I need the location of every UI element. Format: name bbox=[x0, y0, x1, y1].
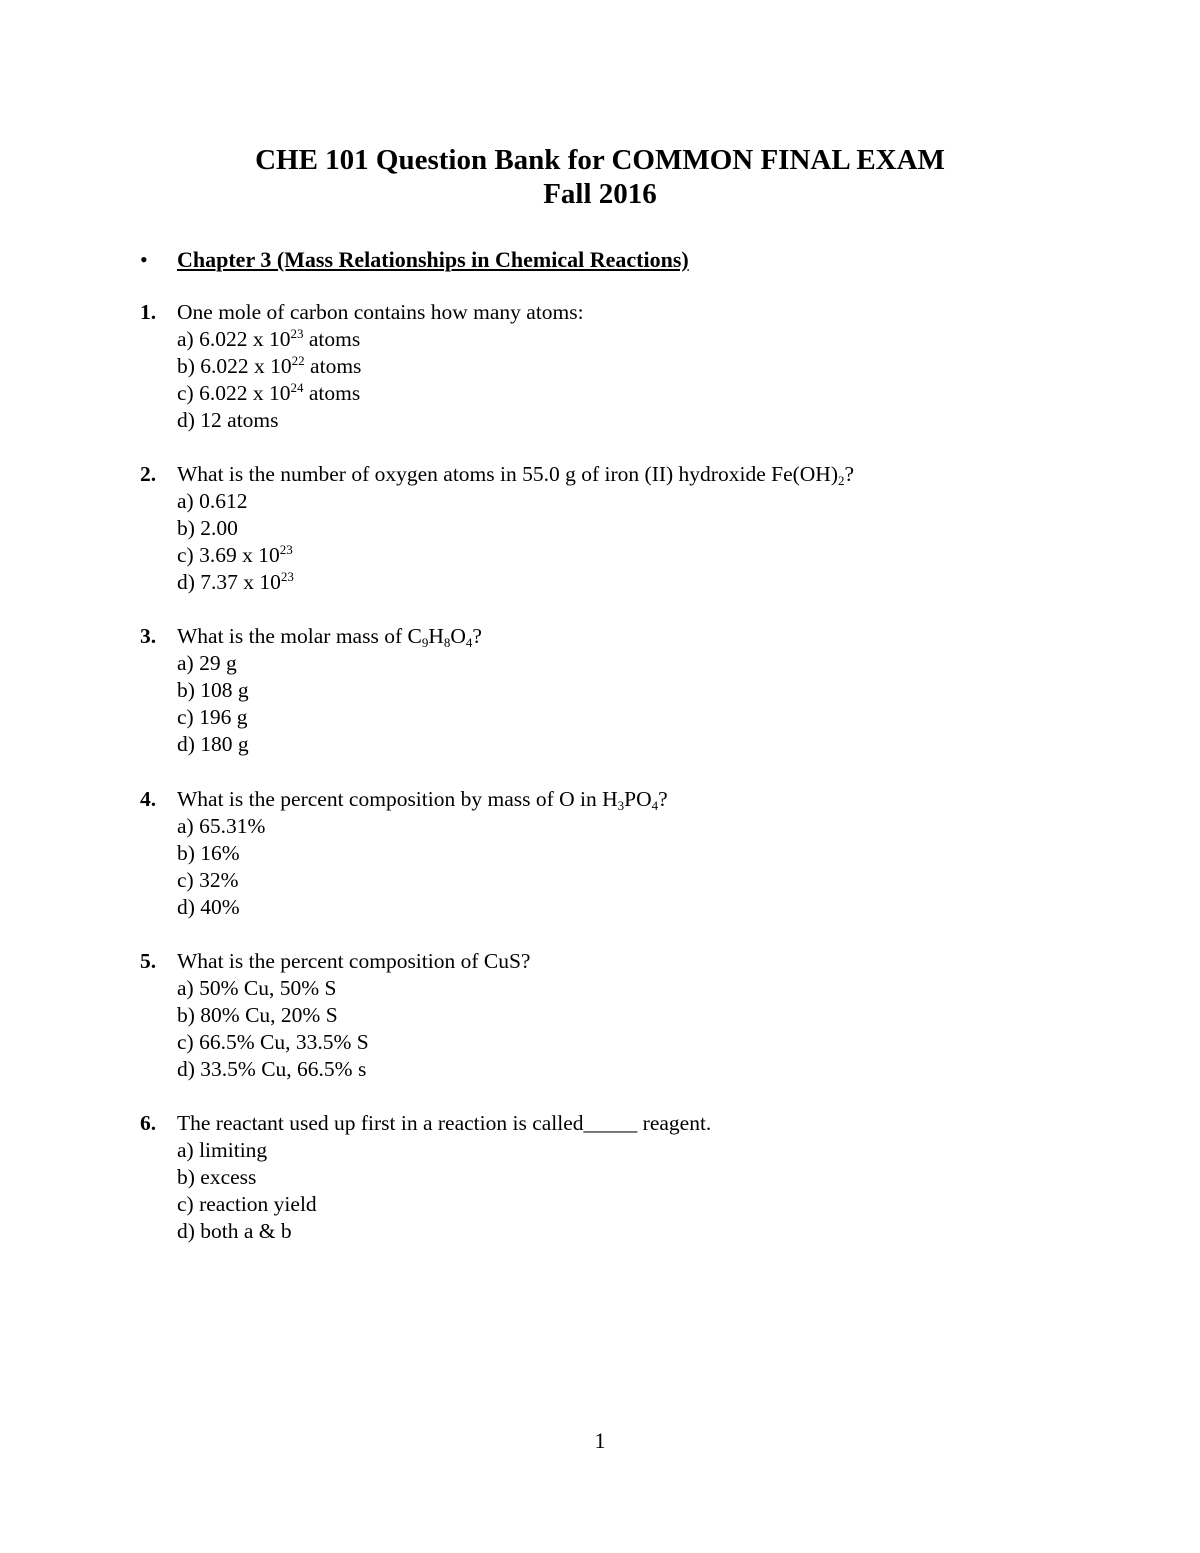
question-6 bbox=[140, 1110, 1140, 1245]
option-b: b) excess bbox=[177, 1165, 257, 1189]
option-a: a) 65.31% bbox=[177, 814, 266, 838]
question-number: 5. bbox=[140, 949, 157, 973]
option-b: b) 108 g bbox=[177, 678, 249, 702]
option-c: c) 32% bbox=[177, 868, 239, 892]
question-text: What is the percent composition of CuS? bbox=[177, 949, 531, 973]
option-c: c) 196 g bbox=[177, 705, 248, 729]
question-2 bbox=[140, 461, 1140, 596]
option-a: a) limiting bbox=[177, 1138, 268, 1162]
question-number: 3. bbox=[140, 624, 157, 648]
option-b: b) 80% Cu, 20% S bbox=[177, 1003, 338, 1027]
question-1 bbox=[140, 299, 1140, 434]
option-d: d) 12 atoms bbox=[177, 408, 279, 432]
option-c: c) 3.69 x $10^{23}$ bbox=[177, 542, 293, 567]
question-text: What is the molar mass of $C_9H_8O_4$? bbox=[177, 624, 482, 650]
option-d: d) 180 g bbox=[177, 732, 249, 756]
question-text: What is the percent composition by mass of O in $H_3PO_4$? bbox=[177, 787, 668, 813]
question-text: One mole of carbon contains how many atoms: bbox=[177, 300, 584, 324]
chapter-label: Chapter 3 (Mass Relationships in Chemical Reactions) bbox=[177, 247, 689, 272]
question-5 bbox=[140, 948, 1140, 1083]
option-a: a) 0.612 bbox=[177, 489, 248, 513]
option-c: c) reaction yield bbox=[177, 1192, 317, 1216]
bullet-icon: • bbox=[140, 247, 148, 272]
question-4 bbox=[140, 786, 1140, 921]
option-b: b) 6.022 x $10^{22}$ atoms bbox=[177, 353, 362, 378]
question-3 bbox=[140, 623, 1140, 758]
question-text: What is the number of oxygen atoms in 55.0 g of iron (II) hydroxide $Fe(OH)_2$? bbox=[177, 462, 855, 488]
option-a: a) 29 g bbox=[177, 651, 237, 675]
question-number: 1. bbox=[140, 300, 157, 324]
option-d: d) 33.5% Cu, 66.5% s bbox=[177, 1057, 367, 1081]
option-a: a) 50% Cu, 50% S bbox=[177, 976, 337, 1000]
question-number: 2. bbox=[140, 462, 157, 486]
option-b: b) 16% bbox=[177, 841, 240, 865]
option-b: b) 2.00 bbox=[177, 516, 238, 540]
document-subtitle: Fall 2016 bbox=[543, 178, 657, 210]
option-d: d) 40% bbox=[177, 895, 240, 919]
question-number: 6. bbox=[140, 1111, 157, 1135]
question-number: 4. bbox=[140, 787, 157, 811]
option-c: c) 66.5% Cu, 33.5% S bbox=[177, 1030, 369, 1054]
option-d: d) both a & b bbox=[177, 1219, 292, 1243]
option-a: a) 6.022 x $10^{23}$ atoms bbox=[177, 326, 361, 351]
option-d: d) 7.37 x $10^{23}$ bbox=[177, 569, 294, 594]
option-c: c) 6.022 x $10^{24}$ atoms bbox=[177, 380, 361, 405]
question-text: The reactant used up first in a reaction is called_____ reagent. bbox=[177, 1111, 712, 1135]
document-title: CHE 101 Question Bank for COMMON FINAL EXAM bbox=[255, 144, 945, 176]
page-number: 1 bbox=[594, 1428, 606, 1453]
